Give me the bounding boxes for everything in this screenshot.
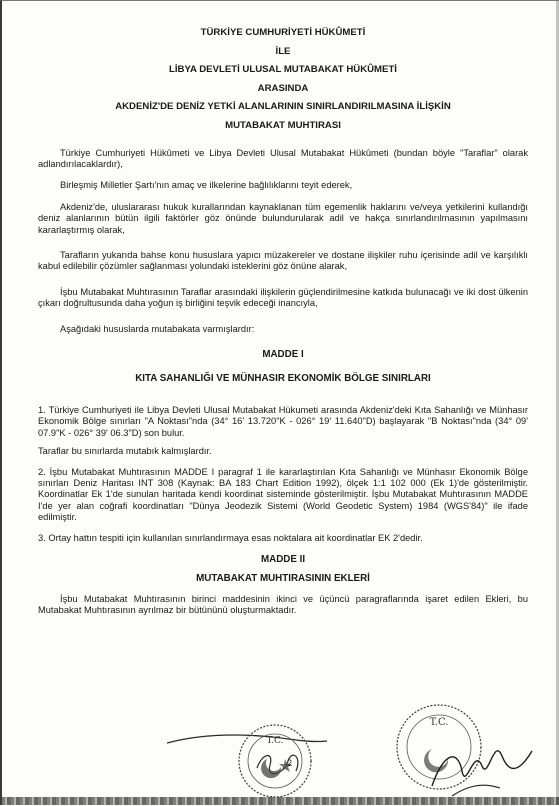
- article-2-subheading: MUTABAKAT MUHTIRASININ EKLERİ: [196, 573, 370, 585]
- document-body: [38, 27, 528, 617]
- title-line-5: AKDENİZ'DE DENİZ YETKİ ALANLARININ SINIRLANDIRILMASINA İLİŞKİN: [115, 101, 451, 112]
- article-1-paragraph-2: 2. İşbu Mutabakat Muhtırasının MADDE I paragraf 1 ile kararlaştırılan Kıta Sahanlığı ve Münhasır Ekonomik Bölge sınırları Deniz Haritası INT 308 (Kaynak: BA 183 Chart Edition 1992), ölçek 1:1 102 000 (Ek 1)'de gösterilmiştir. Koordinatlar Ek 1'de sunulan haritada kendi koordinat sisteminde gösterilmiştir. İşbu Mutabakat Muhtırasının MADDE I'de yer alan coğrafi koordinatları "Dünya Jeodezik Sistemi (World Geodetic System) 1984 (WGS'84)" ile ifade edilmiştir.: [38, 466, 528, 523]
- preamble-paragraph-2: Birleşmiş Milletler Şartı'nın amaç ve ilkelerine bağlılıklarını teyit ederek,: [60, 180, 353, 191]
- official-seal-left: [227, 719, 323, 799]
- article-1-paragraph-1b: Taraflar bu sınırlarda mutabık kalmışlardır.: [38, 446, 212, 457]
- article-1-subheading: KITA SAHANLIĞI VE MÜNHASIR EKONOMİK BÖLGE SINIRLARI: [135, 372, 431, 384]
- preamble-paragraph-3: Akdeniz'de, uluslararası hukuk kurallarından kaynaklanan tüm egemenlik haklarını ve/veya yetkilerini kullandığı deniz alanlarının bütün ilgili faktörler göz önünde bulundurularak adil ve hakça sınırlandırılmasının yapılmasını kararlaştırmış olarak,: [38, 201, 528, 235]
- title-line-3: LİBYA DEVLETİ ULUSAL MUTABAKAT HÜKÛMETİ: [169, 64, 397, 75]
- page-number: 2: [287, 758, 293, 768]
- article-2-paragraph-1: İşbu Mutabakat Muhtırasının birinci maddesinin ikinci ve üçüncü paragraflarında işaret edilen Ekleri, bu Mutabakat Muhtırasının ayrılmaz bir bütününü oluşturmaktadır.: [38, 594, 528, 616]
- article-1-paragraph-1: 1. Türkiye Cumhuriyeti ile Libya Devleti Ulusal Mutabakat Hükumeti arasında Akdeniz'deki Kıta Sahanlığı ve Münhasır Ekonomik Bölge sınırları "A Noktası"nda (34° 16' 13.720"K - 026° 19' 11.640"D) başlayarak "B Noktası"nda (34° 09' 07.9"K - 026° 39' 06.3"D) son bulur.: [38, 404, 528, 438]
- title-line-6: MUTABAKAT MUHTIRASI: [225, 119, 341, 131]
- title-line-1: TÜRKİYE CUMHURİYETİ HÜKÛMETİ: [200, 27, 366, 38]
- title-line-4: ARASINDA: [257, 82, 309, 94]
- preamble-paragraph-6: Aşağıdaki hususlarda mutabakata varmışlardır:: [60, 323, 255, 334]
- title-line-2: İLE: [275, 45, 291, 57]
- document-title-block: [38, 27, 528, 132]
- svg-text:T.C.: T.C.: [429, 717, 449, 728]
- preamble-paragraph-4: Tarafların yukarıda bahse konu hususlara yapıcı müzakereler ve dostane ilişkiler ruhu içerisinde adil ve karşılıklı kabul edilebilir çözümler sağlanması yolundaki isteklerini göz önüne alarak,: [38, 249, 528, 272]
- article-2-heading: MADDE II: [260, 554, 306, 566]
- svg-text:T.C.: T.C.: [266, 736, 284, 746]
- article-1-paragraph-3: 3. Ortay hattın tespiti için kullanılan sınırlandırmaya esas noktalara ait koordinatlar EK 2'dedir.: [38, 532, 423, 543]
- article-1-heading: MADDE I: [262, 348, 304, 360]
- signature-right: [422, 716, 542, 806]
- preamble-paragraph-1: Türkiye Cumhuriyeti Hükûmeti ve Libya Devleti Ulusal Mutabakat Hükûmeti (bundan böyle "Taraflar" olarak adlandırılacaklardır),: [38, 147, 528, 169]
- preamble-paragraph-5: İşbu Mutabakat Muhtırasının Taraflar arasındaki ilişkilerin güçlendirilmesine katkıda bulunacağı ve iki dost ülkenin çıkarı doğrultusunda daha yoğun iş birliğini teşvik edeceği inancıyla,: [38, 286, 528, 309]
